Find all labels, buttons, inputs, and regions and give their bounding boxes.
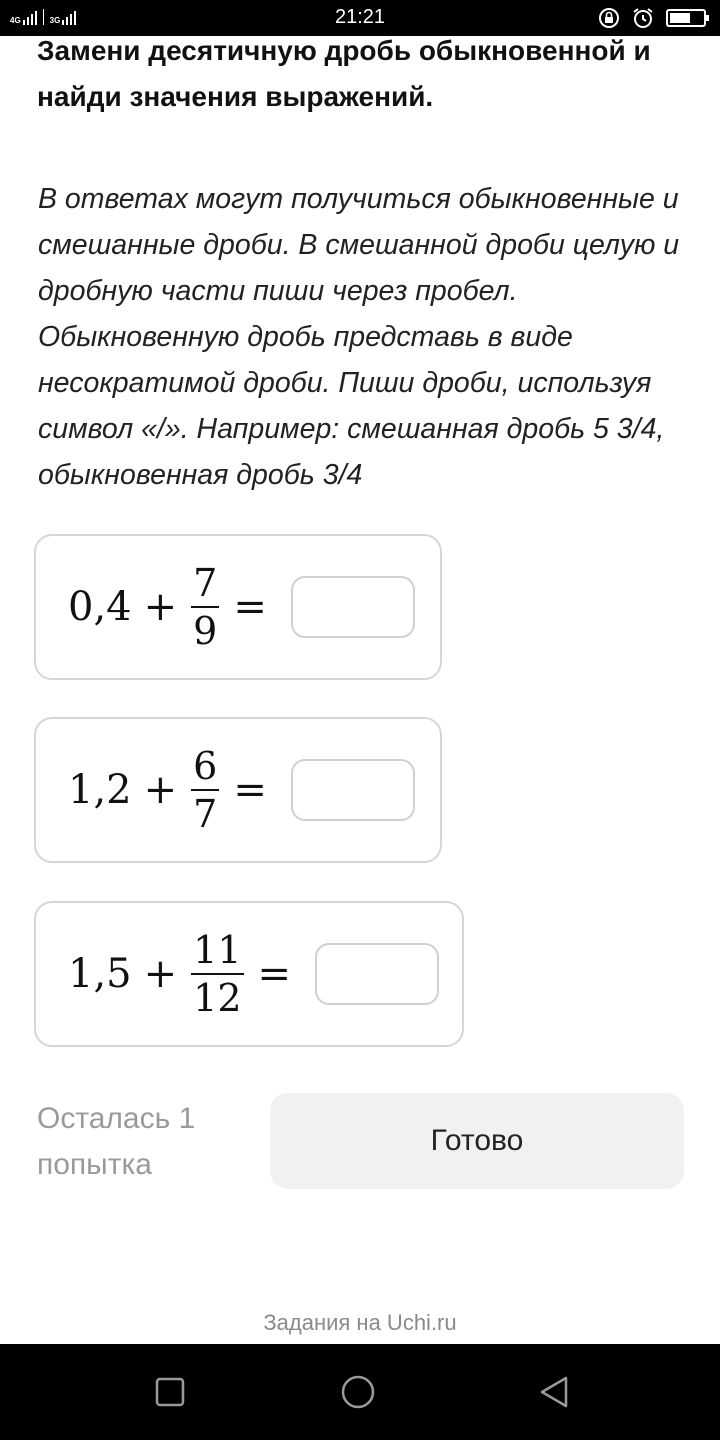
fraction-numerator: 11 xyxy=(193,928,242,972)
battery-icon xyxy=(666,9,706,27)
exercise-card-3 xyxy=(34,901,464,1047)
equals-sign: = xyxy=(233,584,267,630)
task-title: Замени десятичную дробь обыкновенной и найди значения выражений. xyxy=(37,35,651,112)
attempts-remaining: Осталась 1 попытка xyxy=(37,1102,196,1181)
network-label-right: 3G xyxy=(49,16,61,25)
status-time: 21:21 xyxy=(334,6,386,28)
plus-sign: + xyxy=(143,767,178,813)
exercise-card-1 xyxy=(34,534,442,680)
fraction xyxy=(191,927,243,1021)
fraction-numerator: 7 xyxy=(193,561,218,605)
answer-input-3[interactable] xyxy=(315,943,439,1005)
decimal-term: 0,4 xyxy=(68,584,132,630)
fraction-numerator: 6 xyxy=(193,744,218,788)
navigation-bar xyxy=(0,1344,720,1440)
equals-sign: = xyxy=(257,951,292,997)
fraction-denominator: 9 xyxy=(191,606,219,654)
lock-rotation-icon xyxy=(598,7,620,29)
answer-input-2[interactable] xyxy=(291,759,415,821)
fraction-denominator: 7 xyxy=(191,789,219,837)
expression-3 xyxy=(68,903,439,1045)
back-icon[interactable] xyxy=(536,1374,572,1410)
expression-2 xyxy=(68,719,415,861)
answer-input-1[interactable] xyxy=(291,576,415,638)
decimal-term: 1,5 xyxy=(68,951,132,997)
decimal-term: 1,2 xyxy=(68,767,132,813)
plus-sign: + xyxy=(143,584,178,630)
fraction-denominator: 12 xyxy=(191,973,243,1021)
equals-sign: = xyxy=(233,767,267,813)
expression-1 xyxy=(68,536,415,678)
plus-sign: + xyxy=(143,951,178,997)
fraction xyxy=(191,743,219,837)
home-icon[interactable] xyxy=(340,1374,376,1410)
alarm-icon xyxy=(632,7,654,29)
exercise-card-2 xyxy=(34,717,442,863)
fraction xyxy=(191,560,219,654)
battery-level xyxy=(670,13,690,23)
task-instructions: В ответах могут получиться обыкновенные и смешанные дроби. В смешанной дроби целую и дробную части пиши через пробел. Обыкновенную дробь представь в виде несократимой дроби. Пиши дроби, используя символ «/». Например: смешанная дробь 5 3/4, обыкновенная дробь 3/4 xyxy=(38,183,680,491)
uchi-credit-link[interactable]: Задания на Uchi.ru xyxy=(263,1310,457,1335)
network-label-left: 4G xyxy=(10,16,21,25)
status-icons xyxy=(598,7,706,29)
done-button[interactable]: Готово xyxy=(270,1093,684,1189)
recent-apps-icon[interactable] xyxy=(152,1374,188,1410)
